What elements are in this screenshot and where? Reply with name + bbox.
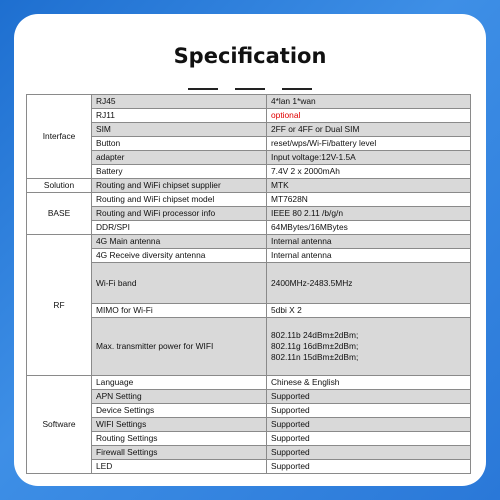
spec-key: WIFI Settings [92, 418, 267, 432]
category-software: Software [27, 376, 92, 474]
table-row [27, 446, 471, 460]
table-row [27, 151, 471, 165]
spec-key: 4G Receive diversity antenna [92, 249, 267, 263]
spec-key: Routing and WiFi processor info [92, 207, 267, 221]
spec-key: Firewall Settings [92, 446, 267, 460]
spec-key: Routing and WiFi chipset supplier [92, 179, 267, 193]
spec-card [14, 14, 486, 486]
dash-1 [188, 88, 218, 90]
spec-key: Language [92, 376, 267, 390]
table-row [27, 304, 471, 318]
table-row [27, 109, 471, 123]
spec-value: IEEE 80 2.11 /b/g/n [267, 207, 471, 221]
table-row [27, 390, 471, 404]
table-row [27, 263, 471, 304]
spec-value: MTK [267, 179, 471, 193]
table-row [27, 376, 471, 390]
spec-value: 2FF or 4FF or Dual SIM [267, 123, 471, 137]
spec-table [26, 94, 471, 474]
table-row [27, 179, 471, 193]
spec-value: Supported [267, 390, 471, 404]
category-base: BASE [27, 193, 92, 235]
spec-key: adapter [92, 151, 267, 165]
spec-key: Wi-Fi band [92, 263, 267, 304]
spec-key: LED [92, 460, 267, 474]
spec-value: Internal antenna [267, 249, 471, 263]
table-row [27, 95, 471, 109]
table-row [27, 123, 471, 137]
spec-value: Input voltage:12V-1.5A [267, 151, 471, 165]
power-80211n: 802.11n 15dBm±2dBm; [271, 352, 359, 362]
table-row [27, 137, 471, 151]
spec-key: Battery [92, 165, 267, 179]
spec-key: APN Setting [92, 390, 267, 404]
spec-value: 4*lan 1*wan [267, 95, 471, 109]
spec-value: reset/wps/Wi-Fi/battery level [267, 137, 471, 151]
title-underline [14, 88, 486, 92]
spec-key: RJ11 [92, 109, 267, 123]
spec-key: RJ45 [92, 95, 267, 109]
table-row [27, 460, 471, 474]
table-row [27, 221, 471, 235]
spec-value: 5dbi X 2 [267, 304, 471, 318]
spec-value: Supported [267, 446, 471, 460]
spec-value: Internal antenna [267, 235, 471, 249]
spec-value: 64MBytes/16MBytes [267, 221, 471, 235]
dash-3 [282, 88, 312, 90]
page-title: Specification [173, 44, 327, 68]
table-row [27, 207, 471, 221]
spec-key: MIMO for Wi-Fi [92, 304, 267, 318]
spec-value: MT7628N [267, 193, 471, 207]
table-row [27, 235, 471, 249]
spec-key: Routing Settings [92, 432, 267, 446]
dash-2 [235, 88, 265, 90]
table-row [27, 249, 471, 263]
spec-key: 4G Main antenna [92, 235, 267, 249]
spec-key: DDR/SPI [92, 221, 267, 235]
spec-key: Max. transmitter power for WIFI [92, 318, 267, 376]
table-row [27, 193, 471, 207]
table-row [27, 432, 471, 446]
table-row [27, 165, 471, 179]
spec-value: Chinese & English [267, 376, 471, 390]
category-solution: Solution [27, 179, 92, 193]
table-row [27, 418, 471, 432]
spec-value: Supported [267, 404, 471, 418]
spec-value: Supported [267, 432, 471, 446]
spec-value: Supported [267, 460, 471, 474]
spec-key: SIM [92, 123, 267, 137]
spec-key: Routing and WiFi chipset model [92, 193, 267, 207]
spec-value: Supported [267, 418, 471, 432]
table-row [27, 318, 471, 376]
spec-value-optional: optional [267, 109, 471, 123]
power-80211b: 802.11b 24dBm±2dBm; [271, 330, 359, 340]
spec-value-power [267, 318, 471, 376]
power-80211g: 802.11g 16dBm±2dBm; [271, 341, 359, 351]
spec-key: Button [92, 137, 267, 151]
table-row [27, 404, 471, 418]
category-rf: RF [27, 235, 92, 376]
spec-key: Device Settings [92, 404, 267, 418]
spec-value: 2400MHz-2483.5MHz [267, 263, 471, 304]
spec-value: 7.4V 2 x 2000mAh [267, 165, 471, 179]
category-interface: Interface [27, 95, 92, 179]
